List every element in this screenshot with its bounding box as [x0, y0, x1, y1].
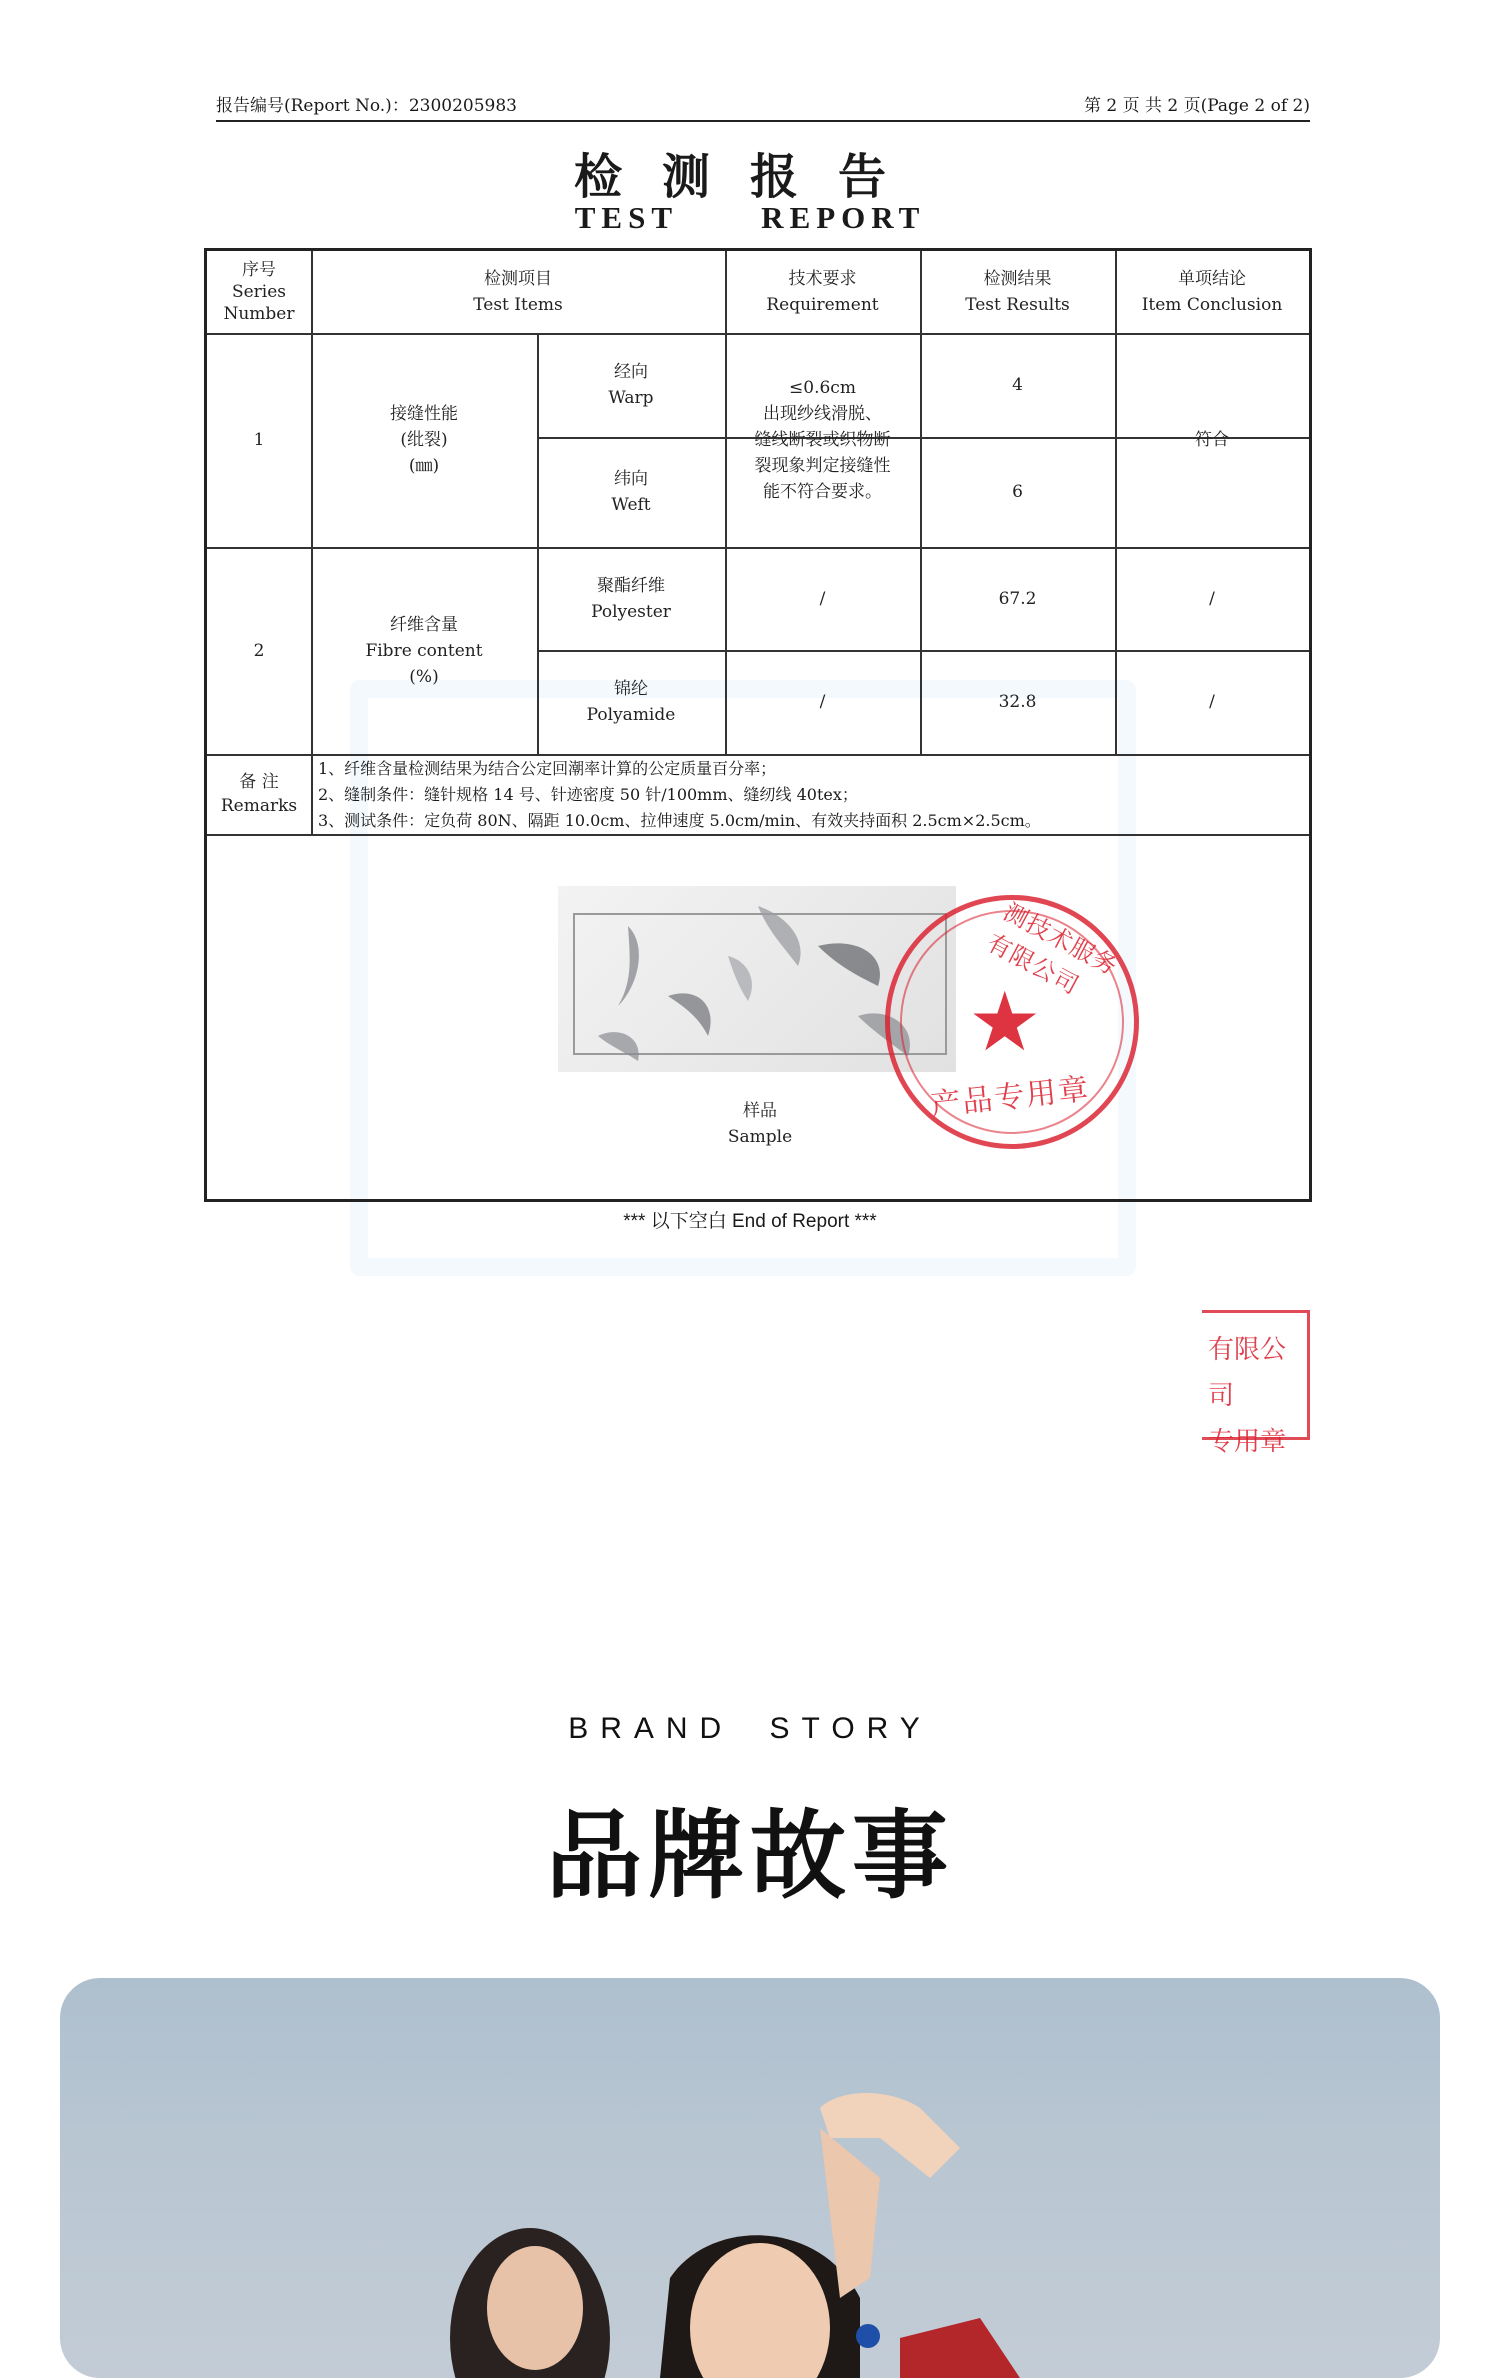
page-info: 第 2 页 共 2 页(Page 2 of 2) — [1083, 96, 1310, 116]
row2-polyester — [537, 547, 725, 650]
sub-item-text: 经向 — [614, 362, 648, 382]
requirement-text: 裂现象判定接缝性 — [754, 456, 891, 476]
header-text: Test Items — [473, 295, 563, 315]
header-test-items — [311, 251, 725, 333]
row2-polyamide — [537, 650, 725, 754]
row2-req-polyester: / — [819, 588, 826, 609]
seam-stamp-text: 专用章 — [1208, 1427, 1287, 1457]
requirement-text: ≤0.6cm — [789, 378, 856, 398]
sub-item-text: Polyester — [591, 601, 671, 622]
item-text: 纤维含量 — [390, 614, 458, 635]
stamp-arc-text: 测技术服务有限公司 — [982, 897, 1123, 1001]
seam-stamp-text: 有限公司 — [1208, 1335, 1287, 1411]
row1-requirement — [725, 333, 920, 547]
row2-polyester-result: 67.2 — [998, 588, 1037, 609]
brand-photo-illustration — [60, 1978, 1440, 2378]
table-rule — [207, 834, 1309, 836]
item-text: (纰裂) — [400, 430, 448, 450]
sample-label — [690, 1098, 830, 1150]
requirement-text: 出现纱线滑脱、 — [763, 404, 882, 424]
header-requirement — [725, 251, 920, 333]
remark-line: 2、缝制条件：缝针规格 14 号、针迹密度 50 针/100mm、缝纫线 40tex； — [318, 785, 858, 804]
star-icon: ★ — [968, 975, 1042, 1070]
header-text: 检测项目 — [484, 269, 552, 289]
header-text: 技术要求 — [788, 269, 857, 289]
sub-item-text: Warp — [608, 388, 654, 408]
sub-item-text: 聚酯纤维 — [597, 575, 665, 596]
sub-item-text: Weft — [611, 495, 651, 515]
remark-line: 1、纤维含量检测结果为结合公定回潮率计算的公定质量百分率； — [318, 759, 777, 778]
header-text: Number — [223, 304, 295, 324]
remark-line: 3、测试条件：定负荷 80N、隔距 10.0cm、拉伸速度 5.0cm/min、有效夹持面积 2.5cm×2.5cm。 — [318, 811, 1041, 830]
report-title-cn: 检测报告 — [573, 149, 926, 205]
sub-item-text: 锦纶 — [614, 679, 648, 699]
header-item-conclusion — [1115, 251, 1309, 333]
report-header — [216, 82, 1310, 122]
row1-weft-result: 6 — [1012, 482, 1023, 502]
row1-test-item — [311, 333, 537, 547]
row2-conc-polyester: / — [1209, 588, 1215, 609]
stamp-bottom-text: 产品专用章 — [928, 1071, 1092, 1124]
row2-req-polyamide: / — [819, 692, 826, 712]
row1-number: 1 — [253, 430, 265, 450]
header-text: Test Results — [965, 295, 1070, 315]
remarks-lines — [318, 756, 1041, 834]
earring — [856, 2324, 880, 2348]
requirement-text: 缝线断裂或织物断 — [754, 430, 891, 450]
remarks-label-text: Remarks — [220, 796, 298, 816]
row1-warp-result: 4 — [1012, 375, 1023, 395]
item-text: Fibre content — [365, 640, 483, 661]
seam-stamp — [1202, 1310, 1310, 1457]
sub-item-text: 纬向 — [614, 469, 648, 489]
brand-story-title: 品牌故事 — [546, 1800, 954, 1912]
header-text: 检测结果 — [983, 269, 1052, 289]
row2-test-item — [311, 547, 537, 754]
header-text: Series — [231, 282, 287, 302]
header-text: 单项结论 — [1178, 269, 1246, 289]
official-red-stamp — [885, 895, 1139, 1149]
row2-number: 2 — [253, 640, 265, 661]
header-test-results — [920, 251, 1115, 333]
row1-weft — [537, 437, 725, 547]
row1-conclusion: 符合 — [1195, 430, 1229, 450]
item-text: 接缝性能 — [390, 404, 458, 424]
report-title-en: TEST REPORT — [574, 200, 926, 235]
header-series — [207, 251, 311, 333]
person-face — [487, 2246, 583, 2370]
header-text: 序号 — [242, 260, 276, 280]
row2-polyamide-result: 32.8 — [998, 692, 1037, 712]
item-text: (㎜) — [408, 456, 440, 476]
brand-story-subtitle: BRAND STORY — [568, 1712, 932, 1745]
remarks-label — [207, 754, 311, 834]
brand-story-photo — [60, 1978, 1440, 2378]
sub-item-text: Polyamide — [586, 705, 676, 725]
remarks-label-text: 备 注 — [239, 772, 279, 792]
header-text: Requirement — [766, 295, 879, 315]
sample-label-text: 样品 — [743, 1101, 777, 1121]
row2-conc-polyamide: / — [1209, 692, 1215, 712]
sample-label-text: Sample — [727, 1127, 793, 1147]
row1-warp — [537, 333, 725, 437]
floral-dress — [900, 2318, 1020, 2378]
header-text: Item Conclusion — [1141, 295, 1283, 315]
report-number: 报告编号(Report No.)：2300205983 — [216, 96, 517, 116]
end-of-report: *** 以下空白 End of Report *** — [623, 1211, 877, 1232]
item-text: (%) — [409, 666, 439, 687]
requirement-text: 能不符合要求。 — [763, 482, 882, 502]
